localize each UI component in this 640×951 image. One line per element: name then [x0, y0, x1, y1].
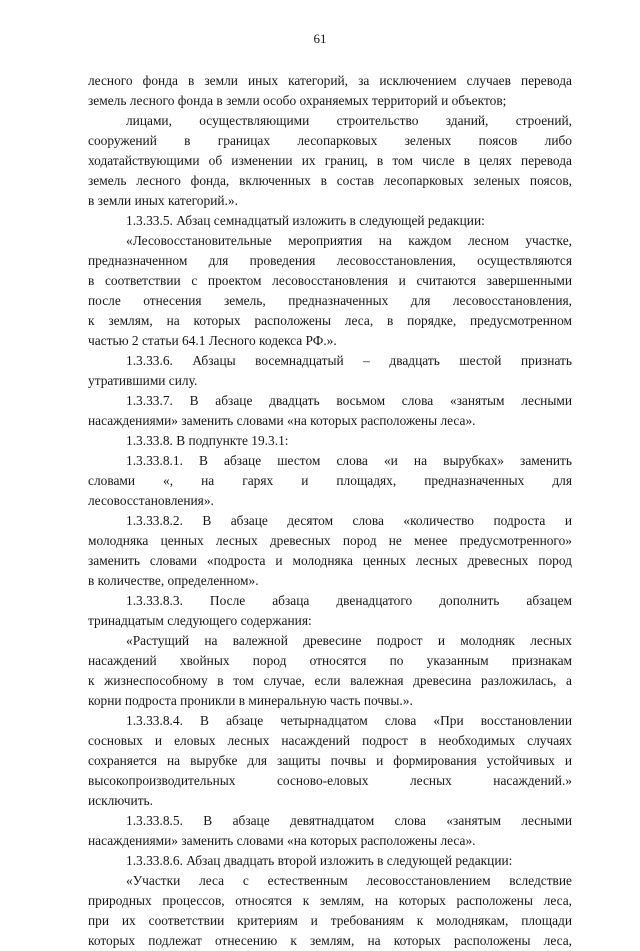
text-line: насаждениями» заменить словами «на которых расположены леса». [88, 833, 476, 848]
text-line: 1.3.33.6. Абзацы восемнадцатый – двадцать шестой признать [126, 353, 572, 368]
text-line: сохраняется на вырубке для защиты почвы и формирования устойчивых и [88, 753, 572, 768]
text-line: при их соответствии критериям и требованиям к молоднякам, площади [88, 913, 572, 928]
text-line: к землям, на которых расположены леса, в порядке, предусмотренном [88, 313, 572, 328]
text-line: исключить. [88, 793, 153, 808]
text-line: которых подлежат отнесению к землям, на которых расположены леса, [88, 933, 572, 948]
text-line: 1.3.33.8.2. В абзаце десятом слова «количество подроста и [126, 513, 572, 528]
text-line: 1.3.33.8.3. После абзаца двенадцатого дополнить абзацем [126, 593, 572, 608]
text-line: сосновых и еловых лесных насаждений подрост в необходимых случаях [88, 733, 572, 748]
text-line: молодняка ценных лесных древесных пород не менее предусмотренного» [88, 533, 572, 548]
document-body [88, 71, 572, 951]
text-line: 1.3.33.5. Абзац семнадцатый изложить в следующей редакции: [126, 213, 485, 228]
text-line: 1.3.33.8. В подпункте 19.3.1: [126, 433, 289, 448]
text-line: сооружений в границах лесопарковых зеленых поясов либо [88, 133, 572, 148]
text-line: «Участки леса с естественным лесовосстановлением вследствие [126, 873, 572, 888]
text-line: предназначенном для проведения лесовосстановления, осуществляются [88, 253, 572, 268]
text-line: высокопроизводительных сосново-еловых лесных насаждений.» [88, 773, 572, 788]
text-line: ходатайствующими об изменении их границ, в том числе в целях перевода [88, 153, 572, 168]
text-line: после отнесения земель, предназначенных для лесовосстановления, [88, 293, 572, 308]
text-line: насаждений хвойных пород относятся по указанным признакам [88, 653, 572, 668]
text-line: в количестве, определенном». [88, 573, 259, 588]
text-line: 1.3.33.7. В абзаце двадцать восьмом слова «занятым лесными [126, 393, 572, 408]
text-line: 1.3.33.8.5. В абзаце девятнадцатом слова «занятым лесными [126, 813, 572, 828]
text-line: насаждениями» заменить словами «на которых расположены леса». [88, 413, 476, 428]
text-line: земель лесного фонда в земли особо охраняемых территорий и объектов; [88, 93, 507, 108]
text-line: словами «, на гарях и площадях, предназначенных для [88, 473, 572, 488]
text-line: «Растущий на валежной древесине подрост и молодняк лесных [126, 633, 572, 648]
text-line: 1.3.33.8.1. В абзаце шестом слова «и на вырубках» заменить [126, 453, 572, 468]
text-line: в соответствии с проектом лесовосстановления и считаются завершенными [88, 273, 572, 288]
text-line: заменить словами «подроста и молодняка ценных лесных древесных пород [88, 553, 572, 568]
text-line: частью 2 статьи 64.1 Лесного кодекса РФ.». [88, 333, 337, 348]
text-line: тринадцатым следующего содержания: [88, 613, 312, 628]
text-line: корни подроста проникли в минеральную часть почвы.». [88, 693, 413, 708]
text-line: в земли иных категорий.». [88, 193, 238, 208]
text-line: «Лесовосстановительные мероприятия на каждом лесном участке, [126, 233, 572, 248]
text-line: к жизнеспособному в том случае, если валежная древесина разложилась, а [88, 673, 572, 688]
text-line: утратившими силу. [88, 373, 198, 388]
text-line: земель лесного фонда, включенных в состав лесопарковых зеленых поясов, [88, 173, 572, 188]
text-line: 1.3.33.8.6. Абзац двадцать второй изложить в следующей редакции: [126, 853, 513, 868]
text-line: лицами, осуществляющими строительство зданий, строений, [126, 113, 572, 128]
text-line: лесовосстановления». [88, 493, 214, 508]
text-line: лесного фонда в земли иных категорий, за исключением случаев перевода [88, 73, 572, 88]
text-line: 1.3.33.8.4. В абзаце четырнадцатом слова «При восстановлении [126, 713, 572, 728]
text-line: природных процессов, относятся к землям, на которых расположены леса, [88, 893, 572, 908]
page-number: 61 [313, 31, 327, 46]
